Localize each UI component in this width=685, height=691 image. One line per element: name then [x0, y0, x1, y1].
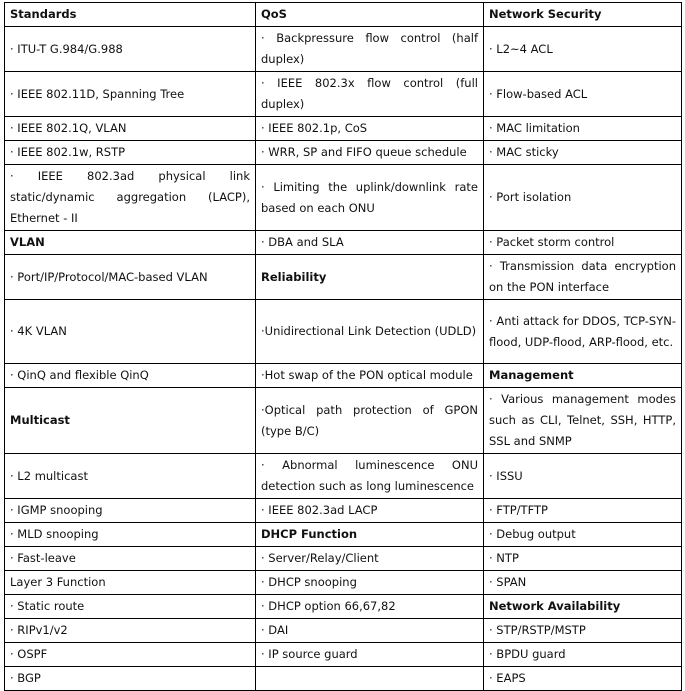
table-cell: · MAC sticky — [484, 141, 682, 165]
feature-spec-table — [4, 2, 682, 691]
table-row — [5, 547, 682, 571]
section-heading-cell: DHCP Function — [256, 523, 484, 547]
table-cell: · L2~4 ACL — [484, 27, 682, 72]
table-cell: ·Unidirectional Link Detection (UDLD) — [256, 300, 484, 364]
table-cell: · ITU-T G.984/G.988 — [5, 27, 256, 72]
table-cell: Layer 3 Function — [5, 571, 256, 595]
table-row — [5, 523, 682, 547]
table-row — [5, 595, 682, 619]
table-cell: · Static route — [5, 595, 256, 619]
table-cell: · Abnormal luminescence ONU detection such as long luminescence — [256, 454, 484, 499]
table-cell: · IEEE 802.3x flow control (full duplex) — [256, 72, 484, 117]
table-cell: · STP/RSTP/MSTP — [484, 619, 682, 643]
table-row — [5, 27, 682, 72]
table-cell: · MLD snooping — [5, 523, 256, 547]
table-cell: · DHCP option 66,67,82 — [256, 595, 484, 619]
table-cell: · DBA and SLA — [256, 231, 484, 255]
table-row — [5, 571, 682, 595]
table-cell: · 4K VLAN — [5, 300, 256, 364]
table-row — [5, 3, 682, 27]
table-cell: · Fast-leave — [5, 547, 256, 571]
table-row — [5, 643, 682, 667]
section-heading-cell: Network Security — [484, 3, 682, 27]
table-cell: · DHCP snooping — [256, 571, 484, 595]
table-cell: · IEEE 802.1Q, VLAN — [5, 117, 256, 141]
section-heading-cell: Multicast — [5, 388, 256, 454]
table-cell: · IEEE 802.3ad physical link static/dynamic aggregation (LACP), Ethernet - II — [5, 165, 256, 231]
table-row — [5, 117, 682, 141]
table-cell: · DAI — [256, 619, 484, 643]
table-cell: · FTP/TFTP — [484, 499, 682, 523]
table-row — [5, 619, 682, 643]
table-cell: · IEEE 802.1p, CoS — [256, 117, 484, 141]
table-cell: · Transmission data encryption on the PON interface — [484, 255, 682, 300]
table-cell: ·Hot swap of the PON optical module — [256, 364, 484, 388]
table-cell: · Port isolation — [484, 165, 682, 231]
table-row — [5, 255, 682, 300]
table-row — [5, 72, 682, 117]
table-cell: · OSPF — [5, 643, 256, 667]
table-cell: · ISSU — [484, 454, 682, 499]
section-heading-cell: VLAN — [5, 231, 256, 255]
table-cell: · IGMP snooping — [5, 499, 256, 523]
section-heading-cell: Network Availability — [484, 595, 682, 619]
table-row — [5, 499, 682, 523]
table-row — [5, 454, 682, 499]
table-cell: · Limiting the uplink/downlink rate based on each ONU — [256, 165, 484, 231]
section-heading-cell: Standards — [5, 3, 256, 27]
table-cell: · RIPv1/v2 — [5, 619, 256, 643]
table-cell: · Packet storm control — [484, 231, 682, 255]
table-row — [5, 165, 682, 231]
table-cell: · SPAN — [484, 571, 682, 595]
table-cell: · NTP — [484, 547, 682, 571]
table-cell: · IEEE 802.3ad LACP — [256, 499, 484, 523]
table-cell: ·Optical path protection of GPON (type B/C) — [256, 388, 484, 454]
table-cell: · BGP — [5, 667, 256, 691]
section-heading-cell: QoS — [256, 3, 484, 27]
section-heading-cell: Management — [484, 364, 682, 388]
table-cell: · EAPS — [484, 667, 682, 691]
table-row — [5, 667, 682, 691]
table-cell: · QinQ and flexible QinQ — [5, 364, 256, 388]
table-cell: · IP source guard — [256, 643, 484, 667]
table-cell: · WRR, SP and FIFO queue schedule — [256, 141, 484, 165]
table-cell: · Port/IP/Protocol/MAC-based VLAN — [5, 255, 256, 300]
table-row — [5, 231, 682, 255]
table-cell: · L2 multicast — [5, 454, 256, 499]
table-cell: · Anti attack for DDOS, TCP-SYN-flood, UDP-flood, ARP-flood, etc. — [484, 300, 682, 364]
table-cell: · MAC limitation — [484, 117, 682, 141]
spec-table-body — [5, 3, 682, 691]
table-cell: · Backpressure flow control (half duplex) — [256, 27, 484, 72]
table-cell: · Various management modes such as CLI, Telnet, SSH, HTTP, SSL and SNMP — [484, 388, 682, 454]
table-cell: · BPDU guard — [484, 643, 682, 667]
table-row — [5, 364, 682, 388]
table-cell: · Server/Relay/Client — [256, 547, 484, 571]
table-row — [5, 388, 682, 454]
table-row — [5, 141, 682, 165]
table-row — [5, 300, 682, 364]
table-cell: · Debug output — [484, 523, 682, 547]
table-cell: · Flow-based ACL — [484, 72, 682, 117]
table-cell: · IEEE 802.1w, RSTP — [5, 141, 256, 165]
table-cell — [256, 667, 484, 691]
table-cell: · IEEE 802.11D, Spanning Tree — [5, 72, 256, 117]
section-heading-cell: Reliability — [256, 255, 484, 300]
